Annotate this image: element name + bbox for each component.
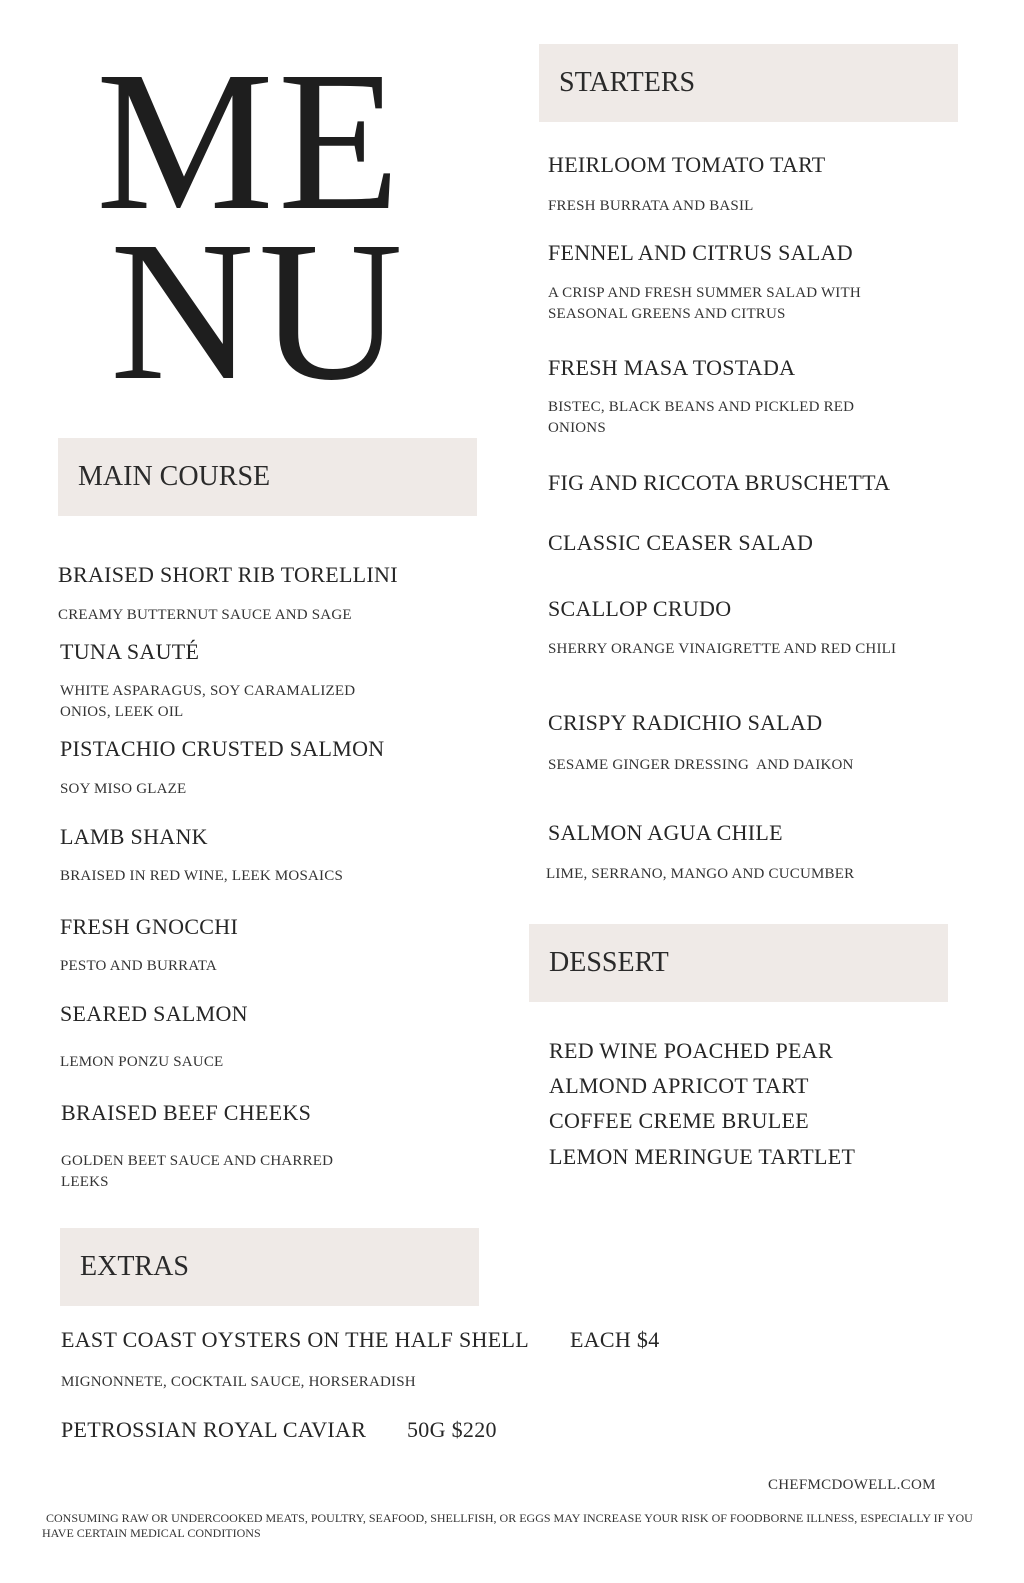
main-course-name: FRESH GNOCCHI [60,914,239,939]
menu-title-line2: NU [110,201,407,422]
main-course-heading: MAIN COURSE [78,461,271,492]
starter-name: FRESH MASA TOSTADA [548,355,796,380]
starters-heading: STARTERS [559,67,696,98]
menu-title-line1: ME [96,31,404,252]
starter-name: SALMON AGUA CHILE [548,820,783,845]
extras-price: EACH $4 [570,1327,660,1352]
starter-name: SCALLOP CRUDO [548,596,732,621]
dessert-item: LEMON MERINGUE TARTLET [549,1144,856,1169]
main-course-desc: GOLDEN BEET SAUCE AND CHARRED LEEKS [61,1153,334,1190]
extras-heading: EXTRAS [80,1251,189,1282]
extras-name: EAST COAST OYSTERS ON THE HALF SHELL [61,1327,529,1352]
starter-desc: A CRISP AND FRESH SUMMER SALAD WITH SEASONAL GREENS AND CITRUS [548,285,861,322]
dessert-item: ALMOND APRICOT TART [549,1073,809,1098]
website-text: CHEFMCDOWELL.COM [768,1477,936,1493]
main-course-desc: CREAMY BUTTERNUT SAUCE AND SAGE [58,607,352,623]
main-course-name: BRAISED BEEF CHEEKS [61,1100,312,1125]
starter-desc: SHERRY ORANGE VINAIGRETTE AND RED CHILI [548,641,897,657]
starter-desc: FRESH BURRATA AND BASIL [548,198,754,214]
starter-desc: LIME, SERRANO, MANGO AND CUCUMBER [546,866,855,882]
extras-header [60,1228,479,1306]
starter-name: CLASSIC CEASER SALAD [548,530,814,555]
main-course-desc: PESTO AND BURRATA [60,958,217,974]
disclaimer-text: CONSUMING RAW OR UNDERCOOKED MEATS, POULTRY, SEAFOOD, SHELLFISH, OR EGGS MAY INCREASE YOUR RISK OF FOODBORNE ILLNESS, ESPECIALLY IF YOU HAVE CERTAIN MEDICAL CONDITIONS [42,1511,973,1540]
main-course-name: LAMB SHANK [60,824,208,849]
main-course-desc: LEMON PONZU SAUCE [60,1054,224,1070]
starter-name: HEIRLOOM TOMATO TART [548,152,826,177]
main-course-desc: BRAISED IN RED WINE, LEEK MOSAICS [60,868,343,884]
starter-name: FENNEL AND CITRUS SALAD [548,240,853,265]
starter-desc: SESAME GINGER DRESSING AND DAIKON [548,757,854,773]
dessert-header [529,924,948,1002]
extras-desc: MIGNONNETE, COCKTAIL SAUCE, HORSERADISH [61,1374,416,1390]
main-course-name: BRAISED SHORT RIB TORELLINI [58,562,398,587]
starter-name: CRISPY RADICHIO SALAD [548,710,823,735]
main-course-name: SEARED SALMON [60,1001,248,1026]
main-course-name: PISTACHIO CRUSTED SALMON [60,736,385,761]
dessert-item: RED WINE POACHED PEAR [549,1038,833,1063]
extras-name: PETROSSIAN ROYAL CAVIAR [61,1417,367,1442]
starter-desc: BISTEC, BLACK BEANS AND PICKLED RED ONIONS [548,399,855,436]
dessert-item: COFFEE CREME BRULEE [549,1108,809,1133]
starter-name: FIG AND RICCOTA BRUSCHETTA [548,470,891,495]
dessert-heading: DESSERT [549,947,669,978]
main-course-desc: WHITE ASPARAGUS, SOY CARAMALIZED ONIOS, LEEK OIL [60,683,356,720]
starters-header [539,44,958,122]
main-course-header [58,438,477,516]
main-course-desc: SOY MISO GLAZE [60,781,187,797]
main-course-name: TUNA SAUTÉ [60,639,200,664]
extras-price: 50G $220 [407,1417,497,1442]
